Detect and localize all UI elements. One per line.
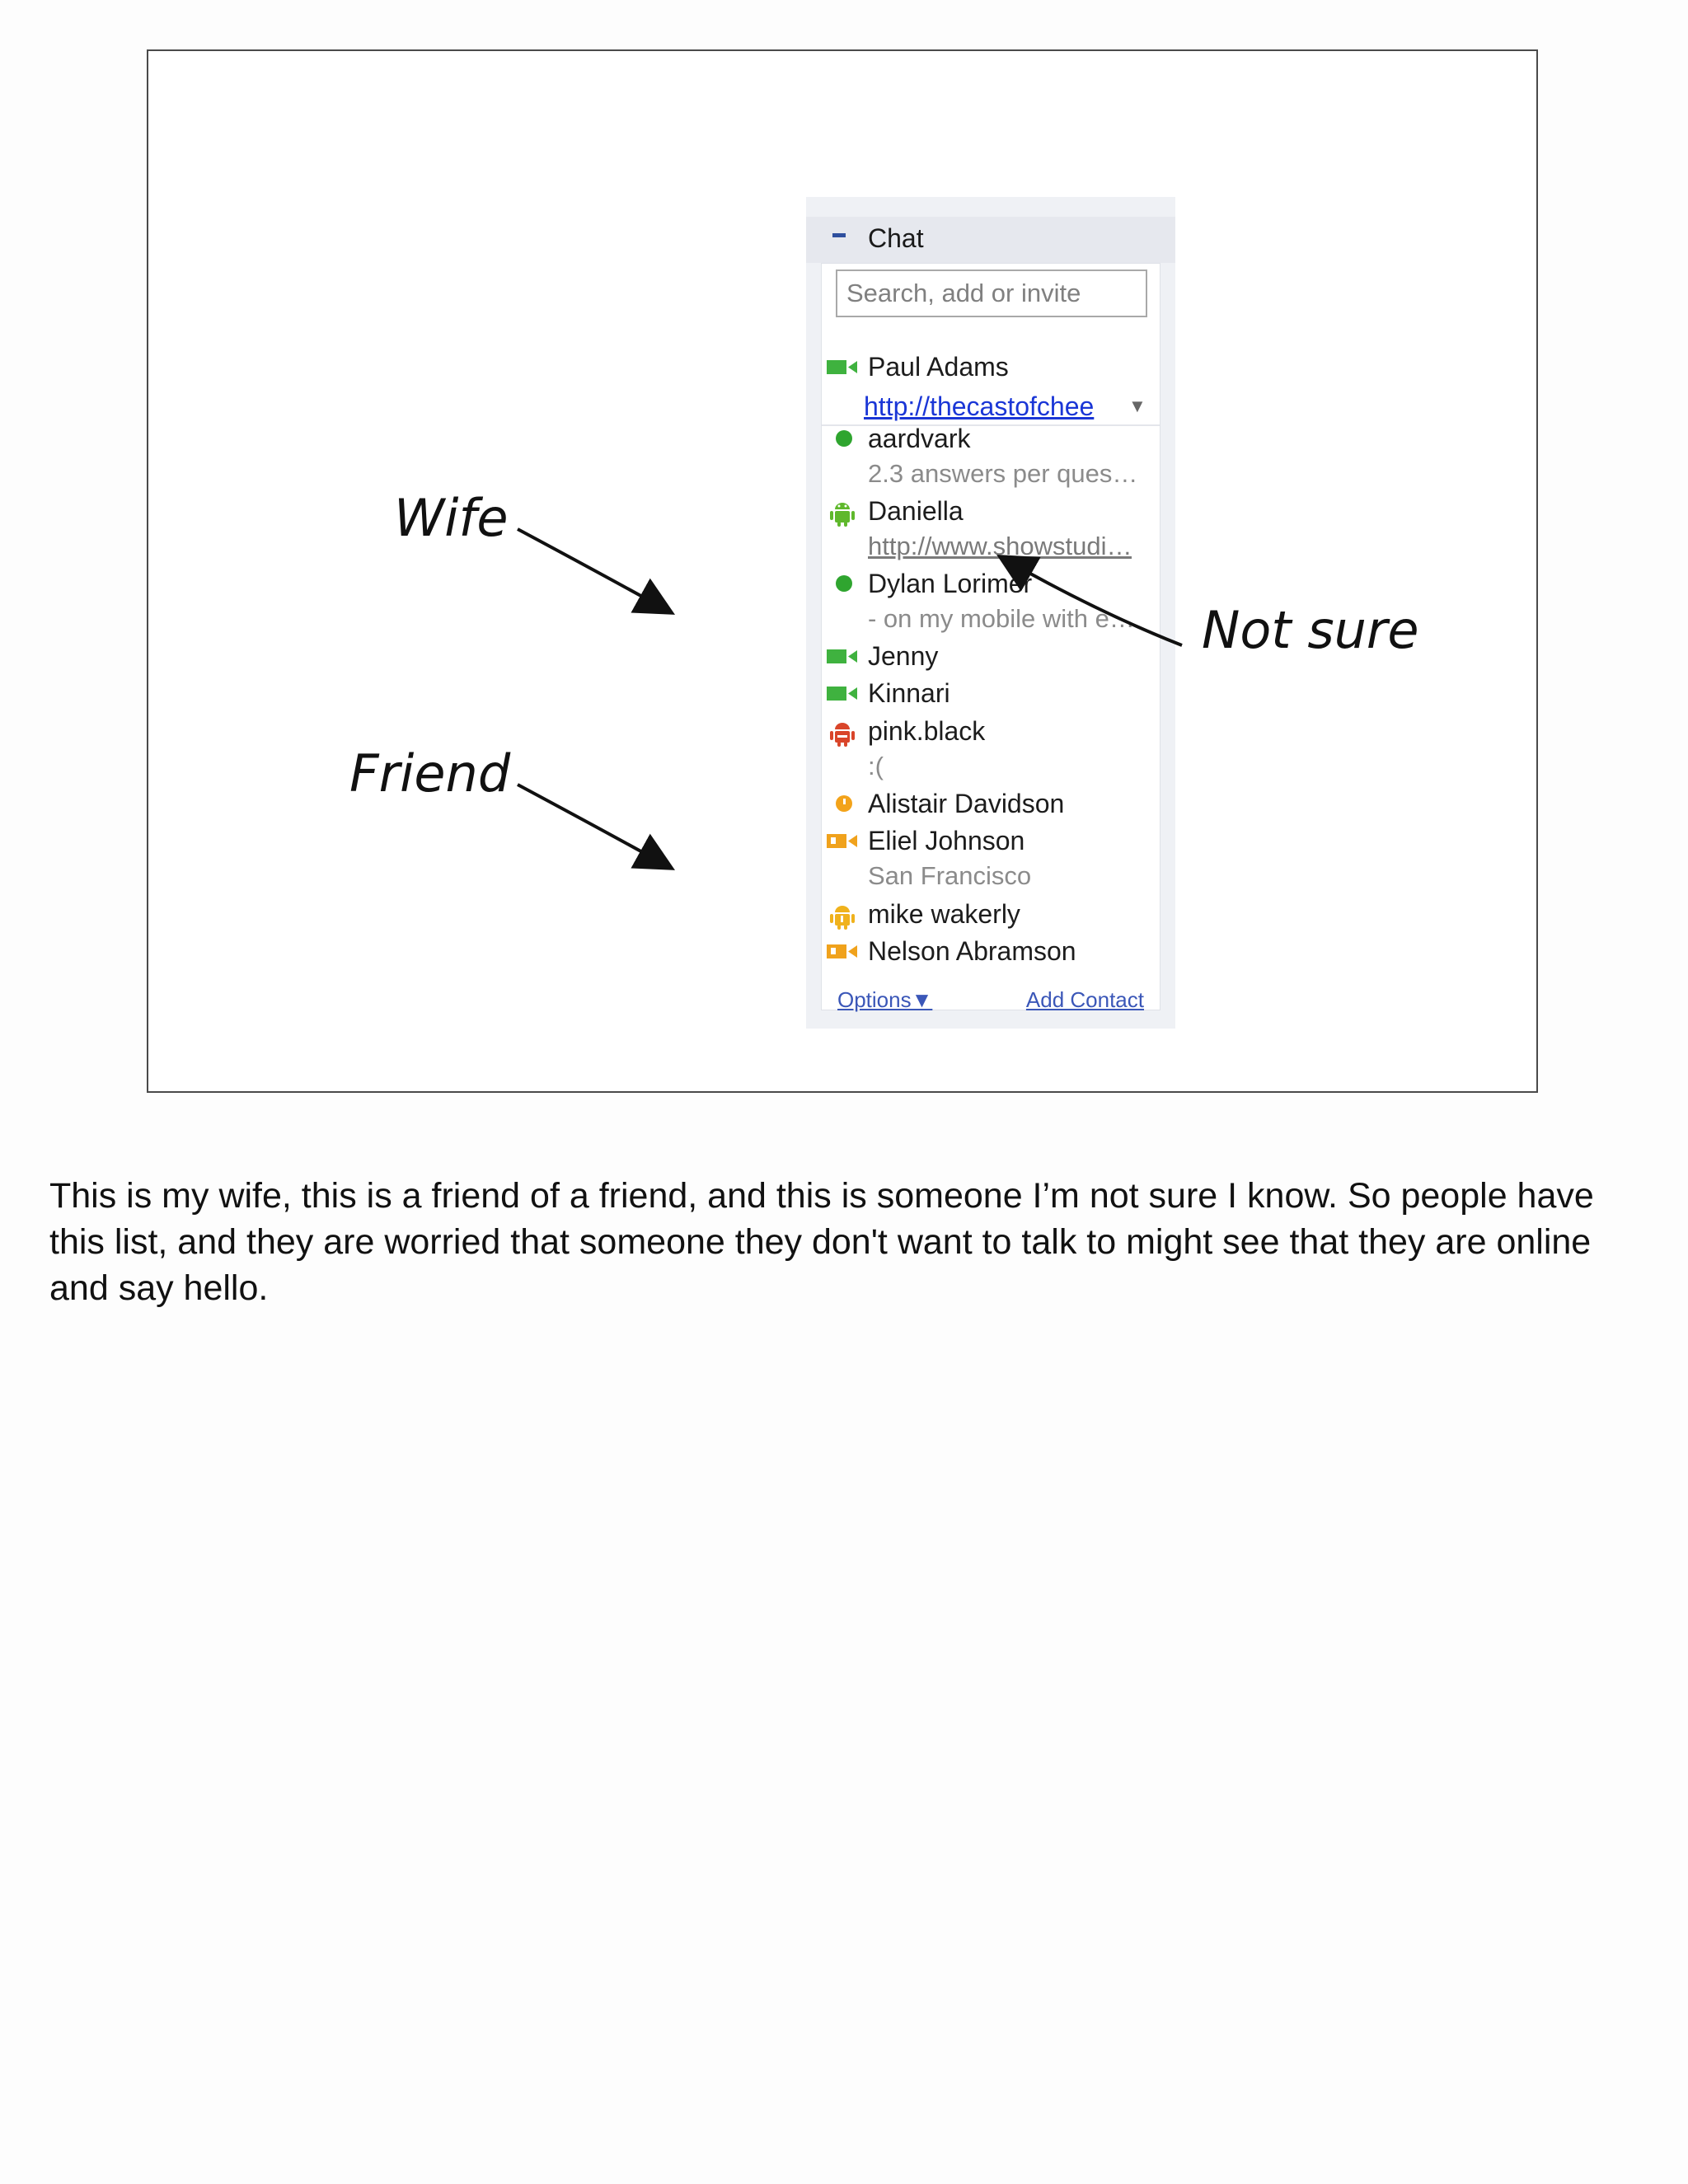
- friend-arrow: [518, 785, 669, 867]
- contact-status-link[interactable]: http://www.showstudi…: [868, 532, 1132, 560]
- not-sure-annotation: Not sure: [1202, 600, 1419, 660]
- annotation-arrows: [148, 51, 1540, 1094]
- contact-status-text: 2.3 answers per ques…: [868, 459, 1138, 488]
- chat-title: Chat: [868, 223, 924, 253]
- speaker-notes: This is my wife, this is a friend of a friend, and this is someone I’m not sure I know. So people have this list, and they are worried that someone they don't want to talk to might see that they are online and say hello.: [49, 1176, 1594, 1308]
- status-menu-arrow-icon[interactable]: ▼: [1128, 396, 1146, 416]
- contact-status-text: - on my mobile with e…: [868, 604, 1135, 633]
- slide-frame: [147, 49, 1538, 1093]
- friend-annotation: Friend: [349, 743, 511, 804]
- options-menu-link[interactable]: Options▼: [837, 987, 933, 1012]
- wife-annotation: Wife: [394, 488, 509, 548]
- my-name: Paul Adams: [868, 352, 1009, 382]
- contact-name: Eliel Johnson: [868, 826, 1025, 855]
- contact-status-text: :(: [868, 752, 884, 780]
- contact-name: Alistair Davidson: [868, 789, 1065, 818]
- contact-name: Kinnari: [868, 678, 950, 708]
- contact-name: aardvark: [868, 424, 971, 453]
- contact-name: pink.black: [868, 716, 986, 746]
- contact-name: Dylan Lorimer: [868, 569, 1033, 598]
- not-sure-arrow: [1002, 558, 1182, 645]
- contact-status-text: San Francisco: [868, 861, 1032, 890]
- contact-name: Jenny: [868, 641, 939, 671]
- add-contact-link[interactable]: Add Contact: [1025, 987, 1144, 1012]
- contact-name: Daniella: [868, 496, 964, 526]
- wife-arrow: [518, 529, 669, 612]
- contact-name: Nelson Abramson: [868, 936, 1076, 966]
- my-status-link[interactable]: http://thecastofchee: [864, 391, 1095, 421]
- contact-name: mike wakerly: [868, 899, 1020, 929]
